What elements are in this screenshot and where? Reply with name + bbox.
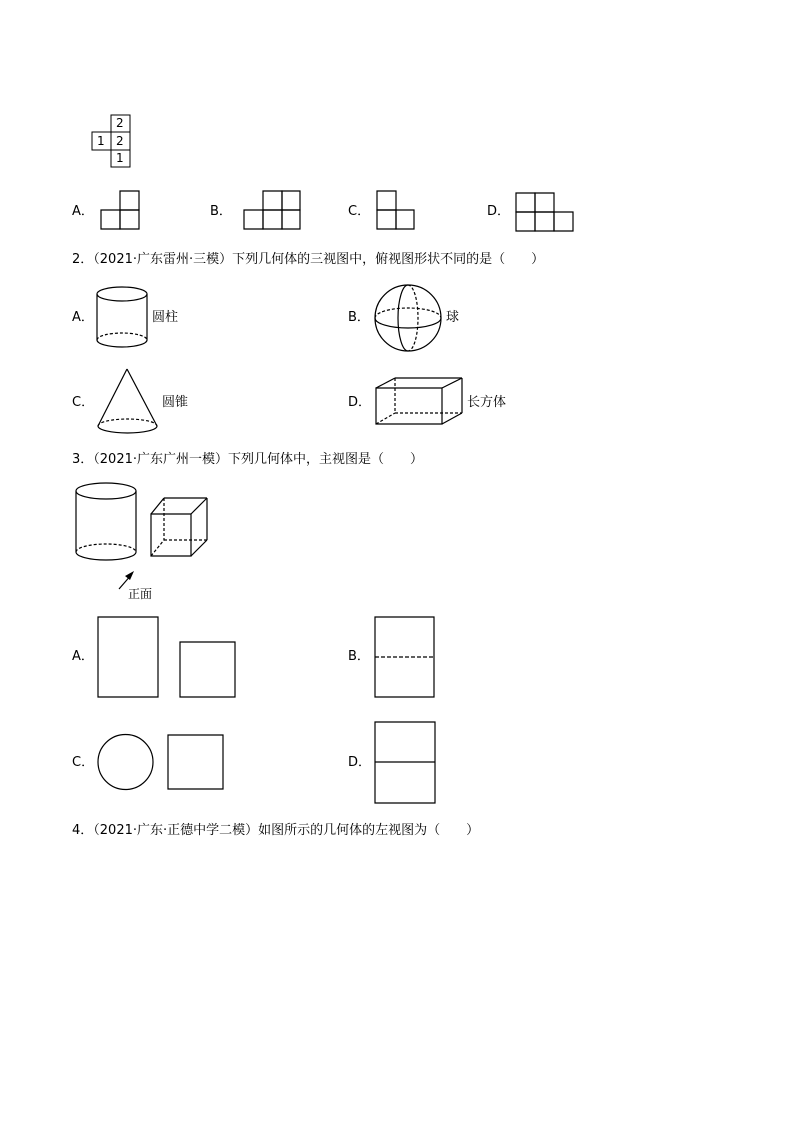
- q3-option-b-letter: B．: [348, 649, 370, 664]
- q1-grid-number: 1: [97, 134, 105, 148]
- q1-grid-number: 2: [116, 116, 124, 130]
- q2-option-d-letter: D．: [348, 395, 372, 410]
- q3-stem: 3．（2021·广东广州一模）下列几何体中，主视图是（ ）: [72, 452, 423, 467]
- q1-option-a-letter: A．: [72, 204, 94, 219]
- q2-option-a-label: 圆柱: [152, 310, 179, 325]
- q3-option-d-letter: D．: [348, 755, 372, 770]
- q1-option-b-letter: B．: [210, 204, 232, 219]
- q2-stem: 2．（2021·广东雷州·三模）下列几何体的三视图中，俯视图形状不同的是（ ）: [72, 252, 545, 267]
- q1-grid-number: 2: [116, 134, 124, 148]
- q2-option-b-label: 球: [446, 310, 460, 325]
- q2-option-c-label: 圆锥: [162, 395, 189, 410]
- q4-stem: 4．（2021·广东·正德中学二模）如图所示的几何体的左视图为（ ）: [72, 823, 480, 838]
- q1-grid-number: 1: [116, 151, 124, 165]
- q3-option-a-letter: A．: [72, 649, 94, 664]
- q3-option-c-letter: C．: [72, 755, 95, 770]
- q2-option-d-label: 长方体: [467, 395, 507, 410]
- q2-option-a-letter: A．: [72, 310, 94, 325]
- q1-option-d-letter: D．: [487, 204, 511, 219]
- q2-option-b-letter: B．: [348, 310, 370, 325]
- q3-front-label: 正面: [128, 587, 153, 601]
- q1-option-c-letter: C．: [348, 204, 371, 219]
- q2-option-c-letter: C．: [72, 395, 95, 410]
